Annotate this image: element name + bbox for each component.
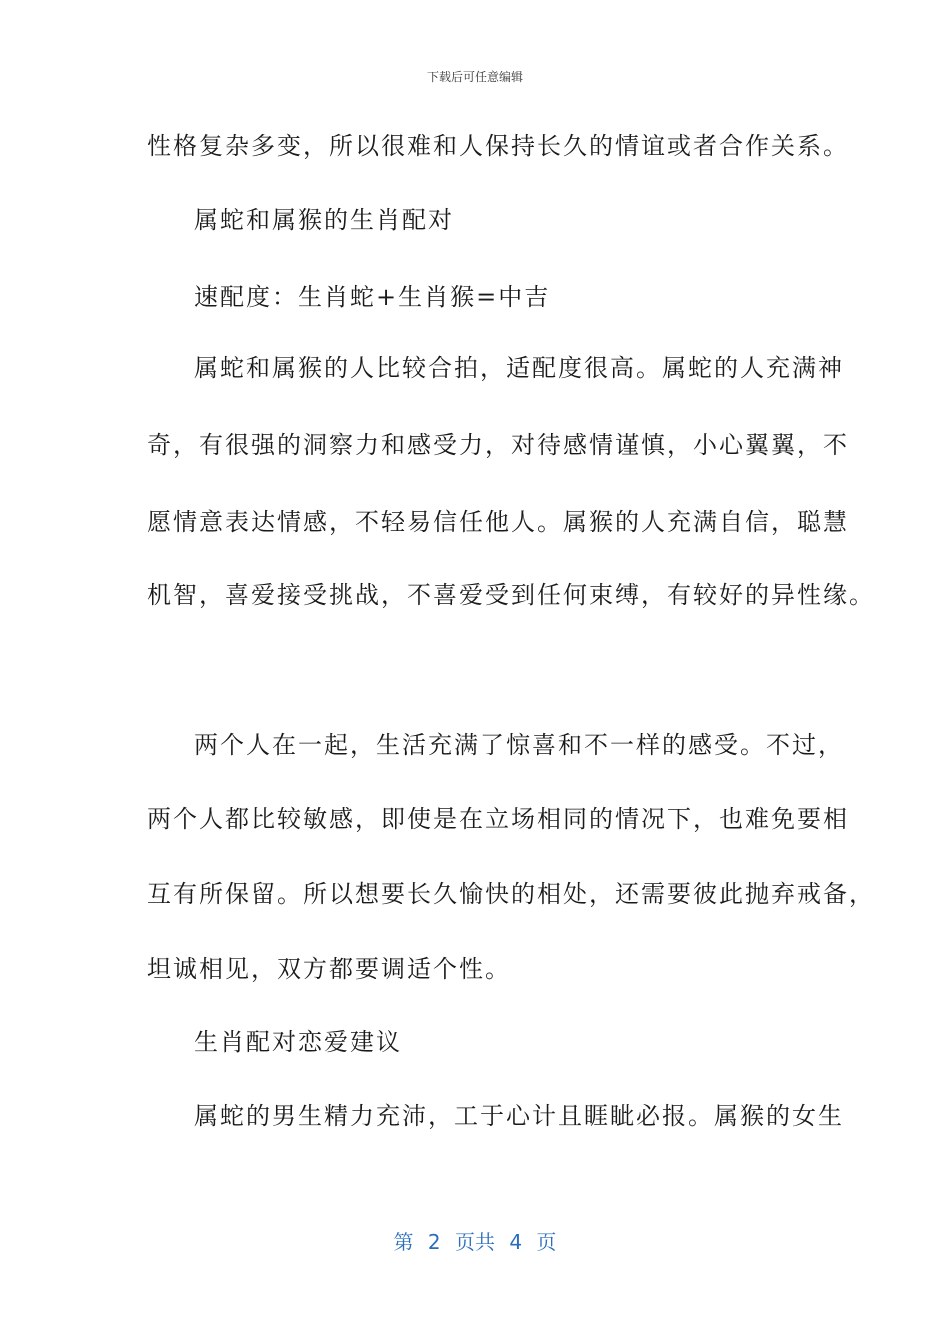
paragraph-line: 属蛇和属猴的人比较合拍，适配度很高。属蛇的人充满神: [194, 354, 844, 382]
paragraph-line: 两个人在一起，生活充满了惊喜和不一样的感受。不过，: [194, 731, 844, 759]
paragraph-line: 愿情意表达情感，不轻易信任他人。属猴的人充满自信，聪慧: [147, 508, 849, 536]
paragraph-line: 两个人都比较敏感，即使是在立场相同的情况下，也难免要相: [147, 805, 849, 833]
paragraph-line: 属蛇的男生精力充沛，工于心计且睚眦必报。属猴的女生: [194, 1102, 844, 1130]
paragraph-line: 奇，有很强的洞察力和感受力，对待感情谨慎，小心翼翼，不: [147, 431, 849, 459]
paragraph-line: 互有所保留。所以想要长久愉快的相处，还需要彼此抛弃戒备，: [147, 880, 875, 908]
section-heading: 属蛇和属猴的生肖配对: [194, 206, 454, 234]
section-heading: 生肖配对恋爱建议: [194, 1028, 402, 1056]
page-number: 第 2 页共 4 页: [393, 1230, 557, 1254]
paragraph-line: 坦诚相见，双方都要调适个性。: [147, 955, 511, 983]
page-header-note: 下载后可任意编辑: [426, 70, 523, 84]
paragraph-line: 性格复杂多变，所以很难和人保持长久的情谊或者合作关系。: [147, 132, 849, 160]
paragraph-line: 机智，喜爱接受挑战，不喜爱受到任何束缚，有较好的异性缘。: [147, 581, 875, 609]
compatibility-rating: 速配度：生肖蛇+生肖猴=中吉: [194, 283, 551, 311]
